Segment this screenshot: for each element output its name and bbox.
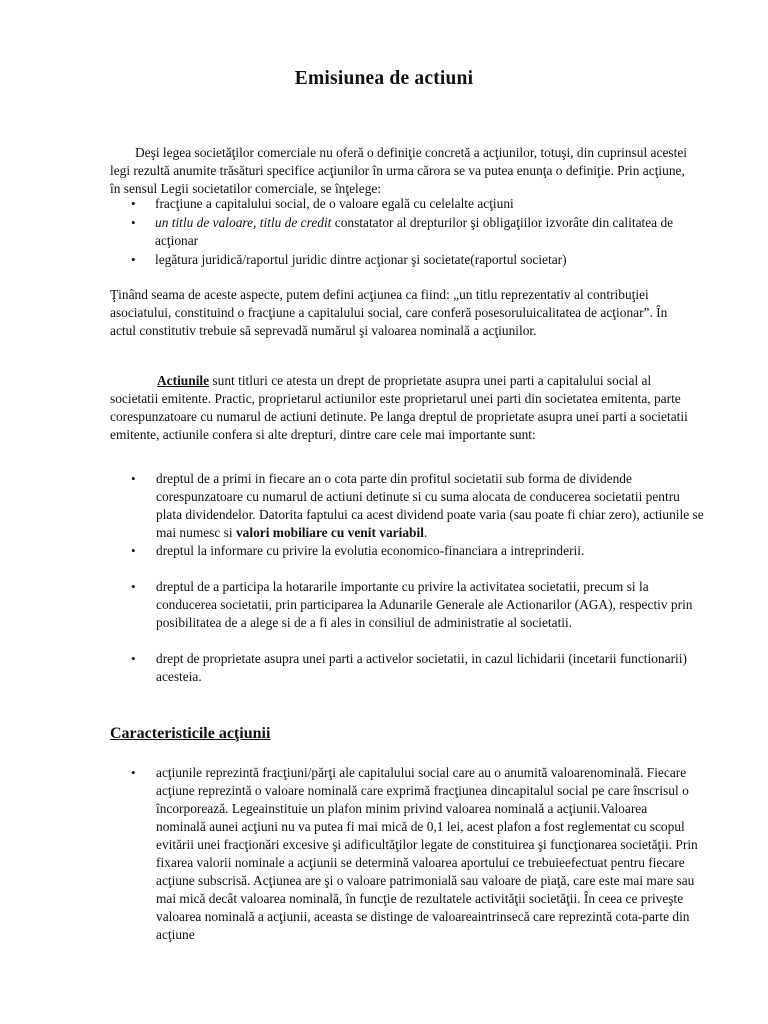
list-item bbox=[110, 578, 706, 632]
list-item-text: dreptul de a participa la hotararile importante cu privire la activitatea societatii, precum si la conducerea societatii, prin participarea la Adunarile Generale ale Actionarilor (AGA), respectiv prin posibilitatea de a alege si de a fi ales in consiliul de administratie al societatii. bbox=[156, 579, 693, 630]
list-item-text: constatator al drepturilor şi obligaţiilor izvorâte din calitatea de acţionar bbox=[155, 215, 674, 248]
bullet-icon: • bbox=[131, 579, 136, 594]
definition-paragraph: Ţinând seama de aceste aspecte, putem defini acţiunea ca fiind: „un titlu reprezentativ al contribuţiei asociatului, constituind o fracţiune a capitalului social, care conferă posesoruluicalitatea de acţionar”. În actul constitutiv trebuie să seprevadă numărul şi valoarea nominală a acţiunilor. bbox=[110, 287, 668, 338]
bullet-icon: • bbox=[131, 215, 136, 230]
intro-paragraph: Deşi legea societăţilor comerciale nu oferă o definiţie concretă a acţiunilor, totuşi, din cuprinsul acestei legi rezultă anumite trăsături specifice acţiunilor în urma cărora se va putea enunţa o definiţie. Prin acţiune, în sensul Legii societatilor comerciale, se înţelege: bbox=[110, 145, 687, 196]
list-item-text: legătura juridică/raportul juridic dintre acţionar şi societate(raportul societar) bbox=[155, 252, 567, 267]
definition-list bbox=[110, 195, 710, 270]
bullet-icon: • bbox=[131, 471, 136, 486]
list-item-text: acţiunile reprezintă fracţiuni/părţi ale capitalului social care au o anumită valoarenominală. Fiecare acţiune reprezintă o valoare nominală care exprimă fracţiunea dincapitalul social pe care înscrisul o încorporează. Legeainstituie un plafon minim privind valoarea nominală a acţiunii.Valoarea nominală aunei acţiuni nu va putea fi mai mică de 0,1 lei, acest plafon a fost reglementat cu scopul evitării unei fracţionări excesive şi adificultăţilor legate de constituirea şi funcţionarea societăţii. Prin fixarea valorii nominale a acţiunii se determină valoarea aportului ce trebuieefectuat pentru fiecare acţiune subscrisă. Acţiunea are şi o valoare patrimonială sau valoare de piaţă, care este mai mare sau mai mică decât valoarea nominală, în funcţie de rezultatele activităţii societăţii. În ceea ce priveşte valoarea nominală a acţiunii, aceasta se distinge de valoareaintrinsecă care reprezintă cota-parte din acţiune bbox=[156, 765, 698, 942]
list-item-text: fracţiune a capitalului social, de o valoare egală cu celelalte acţiuni bbox=[155, 196, 514, 211]
actiunile-text: sunt titluri ce atesta un drept de proprietate asupra unei parti a capitalului social al societatii emitente. Practic, proprietarul actiunilor este proprietarul unei parti din societatea emitenta, parte corespunzatoare cu numarul de actiuni detinute. Pe langa dreptul de proprietate asupra unei parti a societatii emitente, actiunile confera si alte drepturi, dintre care cele mai importante sunt: bbox=[110, 373, 688, 442]
list-item bbox=[110, 251, 710, 269]
list-item-text: drept de proprietate asupra unei parti a activelor societatii, in cazul lichidarii (incetarii functionarii) acesteia. bbox=[156, 651, 687, 684]
list-item-text: dreptul la informare cu privire la evolutia economico-financiara a intreprinderii. bbox=[156, 543, 585, 558]
list-item bbox=[110, 764, 700, 944]
list-item bbox=[110, 214, 710, 250]
list-item-end: . bbox=[423, 525, 428, 540]
section-heading: Caracteristicile acţiunii bbox=[110, 725, 271, 742]
list-item-bold-text: valori mobiliare cu venit variabil bbox=[235, 525, 424, 540]
bullet-icon: • bbox=[131, 196, 136, 211]
actiunile-term: Actiunile bbox=[157, 373, 210, 388]
list-item-italic-text: un titlu de valoare, titlu de credit bbox=[155, 215, 332, 230]
list-item bbox=[110, 650, 706, 686]
document-title: Emisiunea de actiuni bbox=[294, 68, 474, 89]
rights-list bbox=[110, 470, 706, 686]
bullet-icon: • bbox=[131, 252, 136, 267]
list-item bbox=[110, 470, 706, 560]
list-item-text: dreptul de a primi in fiecare an o cota parte din profitul societatii sub forma de dividende corespunzatoare cu numarul de actiuni detinute si cu suma alocata de conducerea societatii pentru plata dividendelor. Datorita faptului ca acest dividend poate varia (sau poate fi chiar zero), actiunile se mai numesc si bbox=[156, 471, 704, 540]
bullet-icon: • bbox=[131, 651, 136, 666]
bullet-icon: • bbox=[131, 543, 136, 558]
actiunile-paragraph bbox=[110, 372, 698, 444]
list-item bbox=[110, 195, 710, 213]
bullet-icon: • bbox=[131, 765, 136, 780]
characteristics-list bbox=[110, 764, 700, 944]
